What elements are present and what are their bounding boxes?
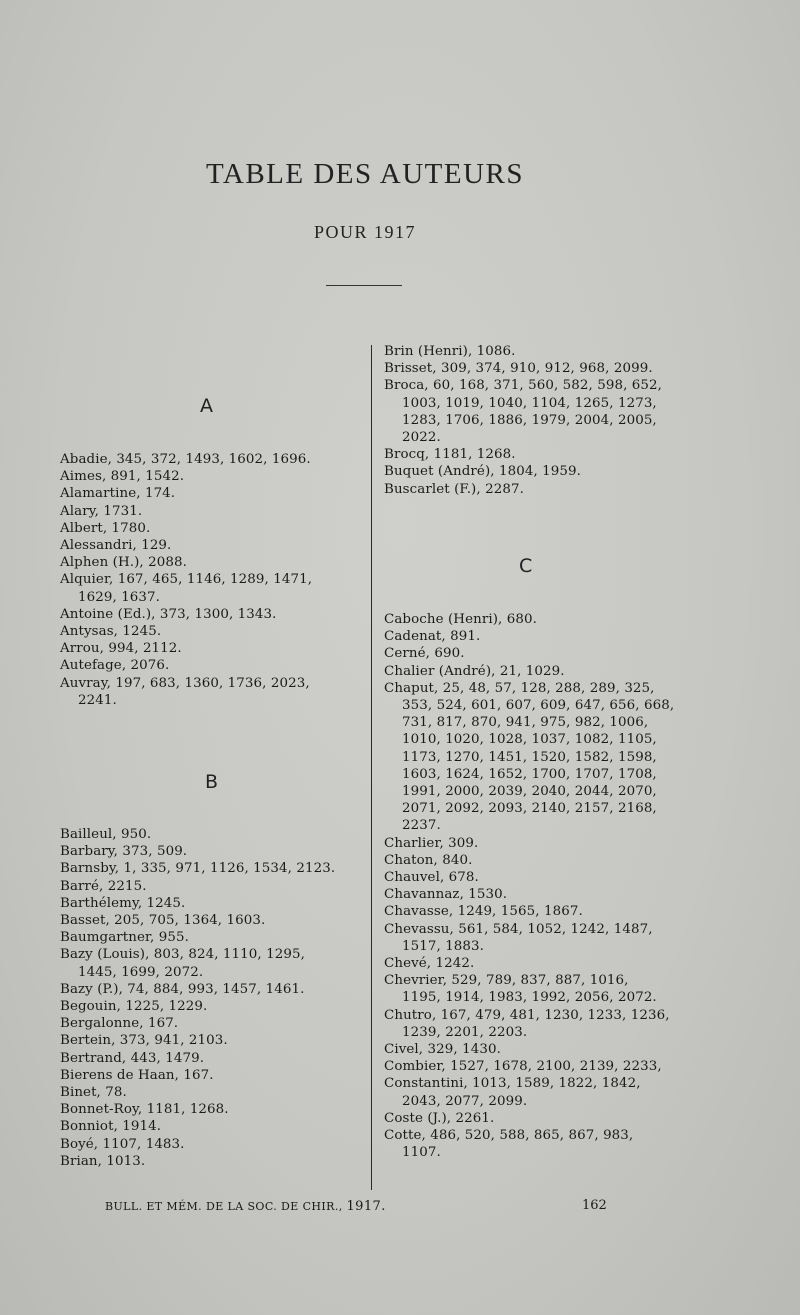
index-entry-line: Chaton, 840.: [384, 852, 473, 868]
index-entry-line: Abadie, 345, 372, 1493, 1602, 1696.: [60, 452, 311, 467]
index-entry-line: Autefage, 2076.: [60, 658, 170, 674]
index-entry-continuation: 2022.: [402, 430, 441, 446]
index-entry: [60, 998, 360, 1015]
section-c-list: [384, 611, 684, 1162]
index-entry-line: Antysas, 1245.: [60, 624, 162, 640]
index-entry: [384, 628, 684, 645]
page-title: TABLE DES AUTEURS: [205, 158, 525, 190]
index-entry: [60, 946, 360, 980]
index-entry-line: Basset, 205, 705, 1364, 1603.: [60, 913, 266, 929]
index-entry: [384, 835, 684, 852]
index-entry-continuation: 1173, 1270, 1451, 1520, 1582, 1598,: [402, 749, 657, 765]
index-entry: [384, 1041, 684, 1058]
index-entry-line: Coste (J.), 2261.: [384, 1110, 495, 1126]
index-entry: [60, 485, 360, 502]
index-entry-line: Alessandri, 129.: [60, 538, 172, 554]
index-entry-line: Boyé, 1107, 1483.: [60, 1136, 185, 1152]
index-entry: [384, 360, 684, 377]
section-a-list: [60, 451, 360, 709]
index-entry-continuation: 2071, 2092, 2093, 2140, 2157, 2168,: [402, 801, 657, 817]
index-entry: [60, 537, 360, 554]
index-entry-line: Antoine (Ed.), 373, 1300, 1343.: [60, 606, 277, 622]
index-entry-line: Combier, 1527, 1678, 2100, 2139, 2233,: [384, 1059, 662, 1075]
index-entry: [60, 657, 360, 674]
index-entry-line: Barbary, 373, 509.: [60, 844, 188, 860]
index-entry-continuation: 1629, 1637.: [78, 589, 161, 605]
index-entry-line: Bazy (Louis), 803, 824, 1110, 1295,: [60, 947, 305, 963]
index-entry-line: Begouin, 1225, 1229.: [60, 999, 208, 1015]
index-entry: [384, 343, 684, 360]
column-divider: [371, 345, 372, 1190]
index-entry-line: Barré, 2215.: [60, 878, 147, 894]
index-entry-continuation: 1603, 1624, 1652, 1700, 1707, 1708,: [402, 766, 657, 782]
index-entry: [60, 860, 360, 877]
page-number: 162: [582, 1198, 607, 1213]
index-entry-continuation: 1239, 2201, 2203.: [402, 1024, 528, 1040]
index-entry: [60, 468, 360, 485]
index-entry-continuation: 1445, 1699, 2072.: [78, 964, 204, 980]
index-entry: [60, 1101, 360, 1118]
index-entry-continuation: 2237.: [402, 818, 441, 834]
index-entry-line: Bailleul, 950.: [60, 827, 152, 842]
index-entry-line: Bazy (P.), 74, 884, 993, 1457, 1461.: [60, 981, 305, 997]
index-entry: [384, 1058, 684, 1075]
index-entry: [384, 921, 684, 955]
index-entry-line: Bertrand, 443, 1479.: [60, 1050, 205, 1066]
index-entry-line: Albert, 1780.: [60, 520, 151, 536]
section-letter-b: B: [205, 771, 219, 793]
index-entry: [384, 886, 684, 903]
index-entry: [384, 446, 684, 463]
index-entry: [60, 981, 360, 998]
index-entry: [60, 503, 360, 520]
index-entry: [60, 520, 360, 537]
index-entry-line: Bonnet-Roy, 1181, 1268.: [60, 1102, 229, 1118]
index-entry-line: Cerné, 690.: [384, 646, 465, 662]
section-letter-c: C: [519, 555, 533, 577]
index-entry-line: Buscarlet (F.), 2287.: [384, 481, 524, 497]
index-entry-line: Barthélemy, 1245.: [60, 895, 186, 911]
index-entry-line: Brian, 1013.: [60, 1153, 146, 1169]
index-entry-line: Chevrier, 529, 789, 837, 887, 1016,: [384, 973, 629, 989]
index-entry: [60, 895, 360, 912]
index-entry: [384, 972, 684, 1006]
index-entry-continuation: 1991, 2000, 2039, 2040, 2044, 2070,: [402, 784, 657, 800]
journal-year: 1917.: [346, 1199, 386, 1214]
index-entry-line: Arrou, 994, 2112.: [60, 641, 182, 657]
index-entry: [60, 451, 360, 468]
index-entry-line: Bergalonne, 167.: [60, 1016, 179, 1032]
index-entry-line: Chevé, 1242.: [384, 956, 475, 972]
index-entry: [60, 606, 360, 623]
index-entry: [60, 1032, 360, 1049]
index-entry-line: Barnsby, 1, 335, 971, 1126, 1534, 2123.: [60, 861, 336, 877]
index-entry-line: Chavasse, 1249, 1565, 1867.: [384, 904, 583, 920]
index-entry: [60, 1015, 360, 1032]
index-entry: [60, 1067, 360, 1084]
index-entry: [384, 680, 684, 835]
index-entry-line: Buquet (André), 1804, 1959.: [384, 464, 582, 480]
index-entry-line: Aimes, 891, 1542.: [60, 469, 185, 485]
index-entry: [384, 869, 684, 886]
section-b-list: [60, 826, 360, 1170]
index-entry: [384, 463, 684, 480]
index-entry-line: Alphen (H.), 2088.: [60, 555, 187, 571]
index-entry-line: Civel, 329, 1430.: [384, 1042, 501, 1058]
index-entry: [60, 1084, 360, 1101]
index-entry-continuation: 731, 817, 870, 941, 975, 982, 1006,: [402, 715, 649, 731]
index-entry-line: Alquier, 167, 465, 1146, 1289, 1471,: [60, 572, 313, 588]
index-entry-line: Cadenat, 891.: [384, 629, 481, 645]
index-entry: [60, 571, 360, 605]
index-entry-line: Chutro, 167, 479, 481, 1230, 1233, 1236,: [384, 1007, 670, 1023]
index-entry-line: Cotte, 486, 520, 588, 865, 867, 983,: [384, 1128, 634, 1144]
index-entry: [60, 1153, 360, 1170]
index-entry-continuation: 1517, 1883.: [402, 938, 485, 954]
index-entry-line: Brocq, 1181, 1268.: [384, 447, 516, 463]
journal-footer: [105, 1199, 386, 1214]
section-letter-a: A: [200, 395, 213, 417]
index-entry-line: Bierens de Haan, 167.: [60, 1067, 214, 1083]
index-entry: [384, 1007, 684, 1041]
index-entry: [60, 640, 360, 657]
index-entry: [384, 903, 684, 920]
index-entry: [60, 912, 360, 929]
index-entry-line: Binet, 78.: [60, 1085, 127, 1101]
index-entry: [384, 1075, 684, 1109]
index-entry: [384, 1110, 684, 1127]
section-b-continued-list: [384, 343, 684, 498]
index-entry-continuation: 1003, 1019, 1040, 1104, 1265, 1273,: [402, 395, 657, 411]
index-entry: [384, 955, 684, 972]
index-entry: [384, 377, 684, 446]
index-entry-continuation: 353, 524, 601, 607, 609, 647, 656, 668,: [402, 698, 675, 714]
index-entry: [384, 611, 684, 628]
index-entry: [60, 878, 360, 895]
index-entry-line: Chalier (André), 21, 1029.: [384, 663, 565, 679]
index-entry-line: Chavannaz, 1530.: [384, 887, 508, 903]
page-subtitle: POUR 1917: [313, 222, 416, 242]
index-entry-line: Broca, 60, 168, 371, 560, 582, 598, 652,: [384, 378, 663, 394]
index-entry-continuation: 1283, 1706, 1886, 1979, 2004, 2005,: [402, 412, 657, 428]
index-entry: [60, 1136, 360, 1153]
index-entry-continuation: 2043, 2077, 2099.: [402, 1093, 528, 1109]
index-entry: [384, 1127, 684, 1161]
index-entry: [60, 675, 360, 709]
index-entry: [384, 663, 684, 680]
index-entry-line: Constantini, 1013, 1589, 1822, 1842,: [384, 1076, 641, 1092]
index-entry: [384, 645, 684, 662]
index-entry-line: Alamartine, 174.: [60, 486, 176, 502]
index-entry: [60, 826, 360, 843]
index-entry-continuation: 1010, 1020, 1028, 1037, 1082, 1105,: [402, 732, 657, 748]
index-entry: [60, 1118, 360, 1135]
index-entry-continuation: 2241.: [78, 692, 117, 708]
index-entry-line: Brin (Henri), 1086.: [384, 344, 516, 359]
index-entry-continuation: 1107.: [402, 1145, 441, 1161]
index-entry-line: Chauvel, 678.: [384, 870, 479, 886]
index-entry: [60, 554, 360, 571]
journal-name: BULL. ET MÉM. DE LA SOC. DE CHIR.,: [105, 1200, 343, 1213]
index-entry-line: Bonniot, 1914.: [60, 1119, 162, 1135]
index-entry: [384, 852, 684, 869]
index-entry: [60, 843, 360, 860]
index-entry: [60, 623, 360, 640]
index-entry-line: Alary, 1731.: [60, 503, 143, 519]
index-entry: [384, 481, 684, 498]
index-entry-continuation: 1195, 1914, 1983, 1992, 2056, 2072.: [402, 990, 657, 1006]
index-entry-line: Baumgartner, 955.: [60, 930, 189, 946]
index-entry-line: Chevassu, 561, 584, 1052, 1242, 1487,: [384, 921, 653, 937]
index-entry-line: Brisset, 309, 374, 910, 912, 968, 2099.: [384, 361, 653, 377]
title-rule: [326, 285, 402, 286]
index-entry: [60, 929, 360, 946]
index-entry-line: Charlier, 309.: [384, 835, 479, 851]
index-entry-line: Bertein, 373, 941, 2103.: [60, 1033, 228, 1049]
index-entry: [60, 1050, 360, 1067]
index-entry-line: Caboche (Henri), 680.: [384, 612, 537, 627]
index-entry-line: Chaput, 25, 48, 57, 128, 288, 289, 325,: [384, 680, 655, 696]
index-entry-line: Auvray, 197, 683, 1360, 1736, 2023,: [60, 675, 310, 691]
